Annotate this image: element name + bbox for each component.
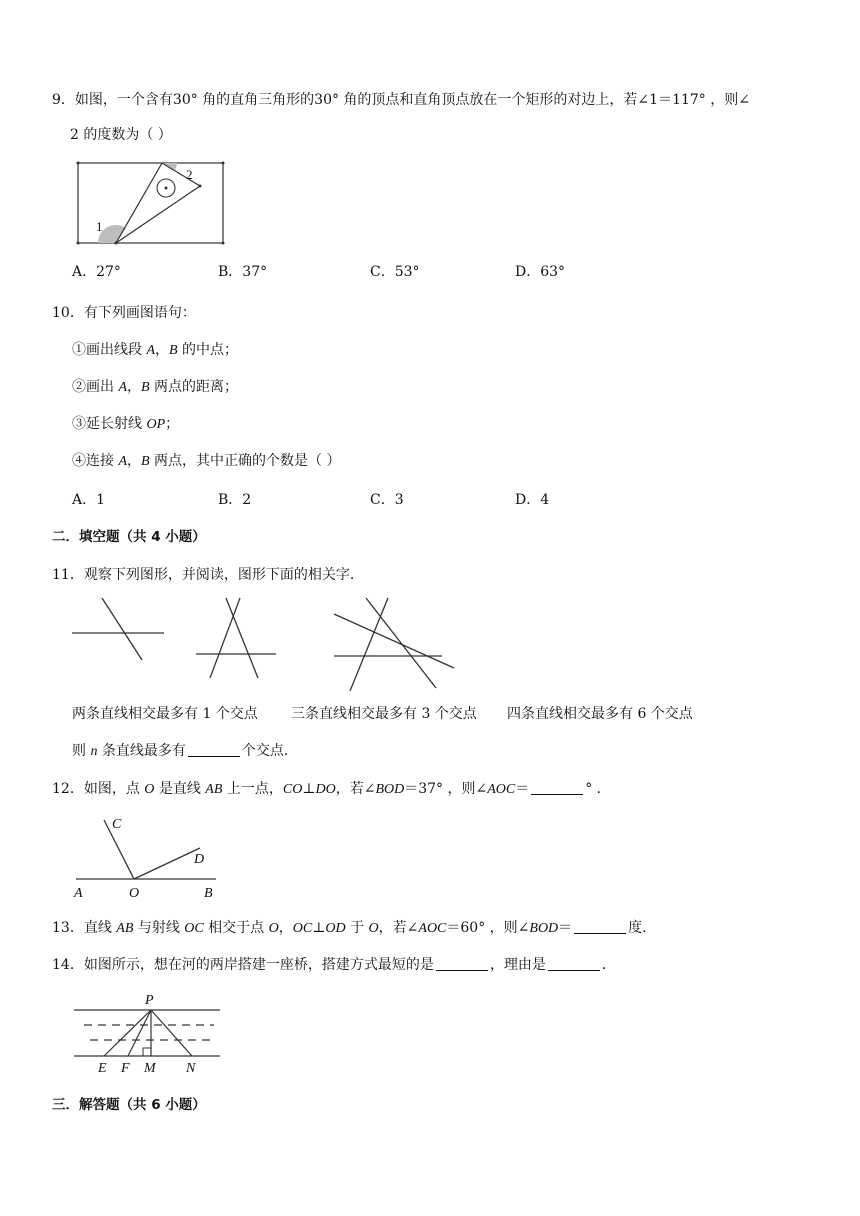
q9-option-c: C．53° bbox=[370, 264, 420, 280]
q11-caption-3: 四条直线相交最多有 6 个交点 bbox=[507, 706, 693, 722]
q11-stem: 11．观察下列图形，并阅读，图形下面的相关字． bbox=[52, 567, 364, 583]
q14-segment-pe bbox=[104, 1010, 151, 1056]
q9-text-line2: 2 的度数为（ ） bbox=[70, 127, 172, 143]
q14-label-p: P bbox=[145, 993, 154, 1008]
q10-option-d: D．4 bbox=[515, 492, 550, 508]
q10-statement-4: ④连接 A，B 两点，其中正确的个数是（ ） bbox=[72, 453, 341, 469]
q10-stem: 10．有下列画图语句： bbox=[52, 305, 196, 321]
q10-statement-3: ③延长射线 OP； bbox=[72, 416, 180, 432]
q9-label-2: 2 bbox=[186, 167, 193, 182]
q11-question: 则 n 条直线最多有 个交点． bbox=[72, 743, 298, 759]
q12-label-c: C bbox=[112, 817, 122, 832]
q10-option-b: B．2 bbox=[218, 492, 252, 508]
q12-ray-od bbox=[134, 848, 200, 879]
q14-label-f: F bbox=[121, 1061, 130, 1076]
q12-figure bbox=[70, 812, 230, 902]
q11-figure-four-lines bbox=[330, 594, 460, 694]
q10-option-c: C．3 bbox=[370, 492, 404, 508]
q14-label-n: N bbox=[186, 1061, 196, 1076]
q14-segment-pf bbox=[128, 1010, 151, 1056]
q9-option-d: D．63° bbox=[515, 264, 566, 280]
q11-figure-two-lines bbox=[70, 596, 170, 666]
q12-answer-blank[interactable] bbox=[531, 780, 583, 795]
section-3-heading: 三．解答题（共 6 小题） bbox=[52, 1097, 206, 1113]
q14-answer-blank-1[interactable] bbox=[436, 956, 488, 971]
q12-label-b: B bbox=[204, 886, 213, 901]
q14-label-e: E bbox=[98, 1061, 107, 1076]
q9-option-b: B．37° bbox=[218, 264, 268, 280]
q14-figure bbox=[72, 990, 232, 1075]
q14-text: 14．如图所示，想在河的两岸搭建一座桥，搭建方式最短的是 ，理由是 ． bbox=[52, 957, 616, 973]
q11-caption-1: 两条直线相交最多有 1 个交点 bbox=[72, 706, 258, 722]
q11-figure-three-lines bbox=[192, 596, 282, 686]
q14-segment-pn bbox=[151, 1010, 192, 1056]
q9-option-a: A．27° bbox=[72, 264, 121, 280]
q14-label-m: M bbox=[144, 1061, 156, 1076]
q10-option-a: A．1 bbox=[72, 492, 106, 508]
q9-tri-side-a bbox=[116, 163, 162, 243]
q9-figure bbox=[72, 155, 232, 250]
q9-text-line1: 9．如图，一个含有30° 角的直角三角形的30° 角的顶点和直角顶点放在一个矩形的对边上，若∠1＝117° ，则∠ bbox=[52, 92, 750, 108]
q14-answer-blank-2[interactable] bbox=[548, 956, 600, 971]
q10-statement-1: ①画出线段 A，B 的中点； bbox=[72, 342, 239, 358]
q11-caption-2: 三条直线相交最多有 3 个交点 bbox=[291, 706, 477, 722]
q12-text: 12．如图，点 O 是直线 AB 上一点，CO⊥DO，若∠BOD＝37° ，则∠AOC＝ ° ． bbox=[52, 781, 611, 797]
q13-text: 13．直线 AB 与射线 OC 相交于点 O，OC⊥OD 于 O，若∠AOC＝60° ，则∠BOD＝ 度． bbox=[52, 920, 657, 936]
q9-tri-side-c bbox=[116, 186, 200, 243]
q12-label-d: D bbox=[194, 852, 205, 867]
q14-right-angle-mark bbox=[143, 1048, 151, 1056]
q9-tri-hole-dot bbox=[165, 187, 168, 190]
section-2-heading: 二．填空题（共 4 小题） bbox=[52, 529, 206, 545]
q12-label-o: O bbox=[129, 886, 140, 901]
q13-answer-blank[interactable] bbox=[574, 919, 626, 934]
q11-answer-blank[interactable] bbox=[188, 742, 240, 757]
q9-tri-side-b bbox=[162, 163, 200, 186]
q12-label-a: A bbox=[74, 886, 83, 901]
q9-label-1: 1 bbox=[96, 219, 103, 234]
q10-statement-2: ②画出 A，B 两点的距离； bbox=[72, 379, 239, 395]
